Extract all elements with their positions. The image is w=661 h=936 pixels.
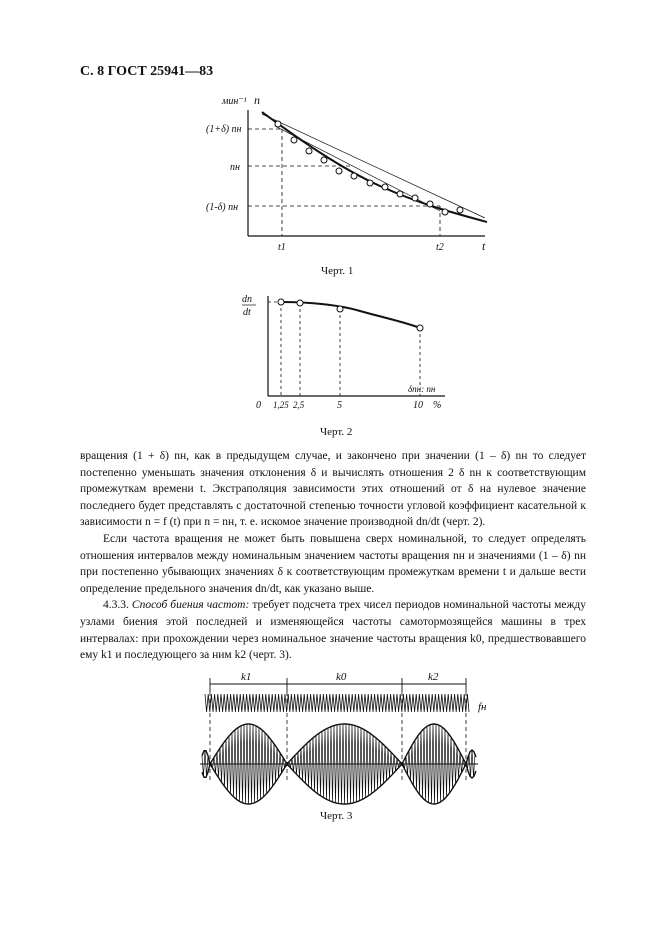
fig3-k0-label: k0 [336, 671, 347, 683]
method-title: Способ биения частот: [131, 599, 250, 612]
fig1-caption: Черт. 1 [321, 265, 354, 277]
fig1-x-var: t [482, 239, 486, 253]
fig1-y-unit: мин⁻¹ [222, 96, 247, 107]
fig1-x-t2: t2 [436, 242, 444, 253]
fig1-x-t1: t1 [278, 242, 286, 253]
fig3-k2-label: k2 [428, 671, 439, 683]
fig3-caption: Черт. 3 [320, 810, 353, 822]
fig2-x-unit: % [433, 400, 442, 411]
paragraph-2: Если частота вращения не может быть повышена сверх номинальной, то следует определять отношения интервалов между номинальным значением частоты вращения nн и значениями (1 – δ) nн при постепенно убывающих значениях δ к соответствующим промежуткам времени t и дальше вести определение предельного значения dn/dt, как указано выше. [80, 532, 586, 595]
fig3-reference-wave [205, 694, 469, 712]
fig2-guides [281, 302, 420, 396]
figure-3 [0, 660, 661, 820]
figure-2 [0, 290, 661, 420]
page-header: С. 8 ГОСТ 25941—83 [80, 64, 214, 79]
fig1-y-var: n [254, 93, 260, 107]
fig3-k1-label: k1 [241, 671, 252, 683]
fig1-secant-line [262, 114, 485, 218]
paragraph-3 [80, 597, 586, 663]
fig1-points [275, 121, 463, 215]
fig2-y-num: dn [242, 294, 252, 305]
fig1-y-tick-mid: nн [230, 162, 240, 173]
body-text [80, 448, 586, 664]
fig3-fn-label: fн [478, 701, 487, 713]
fig2-caption: Черт. 2 [320, 426, 353, 438]
fig2-x-label: δnн: nн [408, 384, 436, 394]
fig1-curve [262, 112, 487, 222]
fig2-tick-4: 10 [413, 400, 423, 411]
fig2-tick-2: 2,5 [293, 400, 305, 410]
fig2-y-den: dt [243, 307, 251, 318]
paragraph-3-body: требует подсчета трех чисел периодов номинальной частоты между узлами биения этой последней и изменяющейся частоты самотормозящейся машины в трех интервалах: при прохождении через номинальное значение частоты вращения k0, предшествовавшего ему k1 и последующего за ним k2 (черт. 3). [80, 599, 587, 662]
section-number: 4.3.3. [103, 599, 132, 612]
fig2-tick-1: 1,25 [273, 400, 289, 410]
fig2-tick-3: 5 [337, 400, 342, 411]
fig2-tick-0: 0 [256, 400, 261, 411]
fig1-y-tick-top: (1+δ) nн [206, 124, 242, 135]
paragraph-1: вращения (1 + δ) nн, как в предыдущем случае, и закончено при значении (1 – δ) nн то следует постепенно уменьшать значения отклонения δ и вычислять отношения 2 δ nн к соответствующим промежуткам времени t. Экстраполяция зависимости этих отношений от δ на нулевое значение последнего будет представлять с достаточной степенью точности угловой коэффициент касательной к зависимости n = f (t) при n = nн, т. е. искомое значение производной dn/dt (черт. 2). [80, 450, 586, 529]
fig1-y-tick-bot: (1-δ) nн [206, 202, 239, 213]
